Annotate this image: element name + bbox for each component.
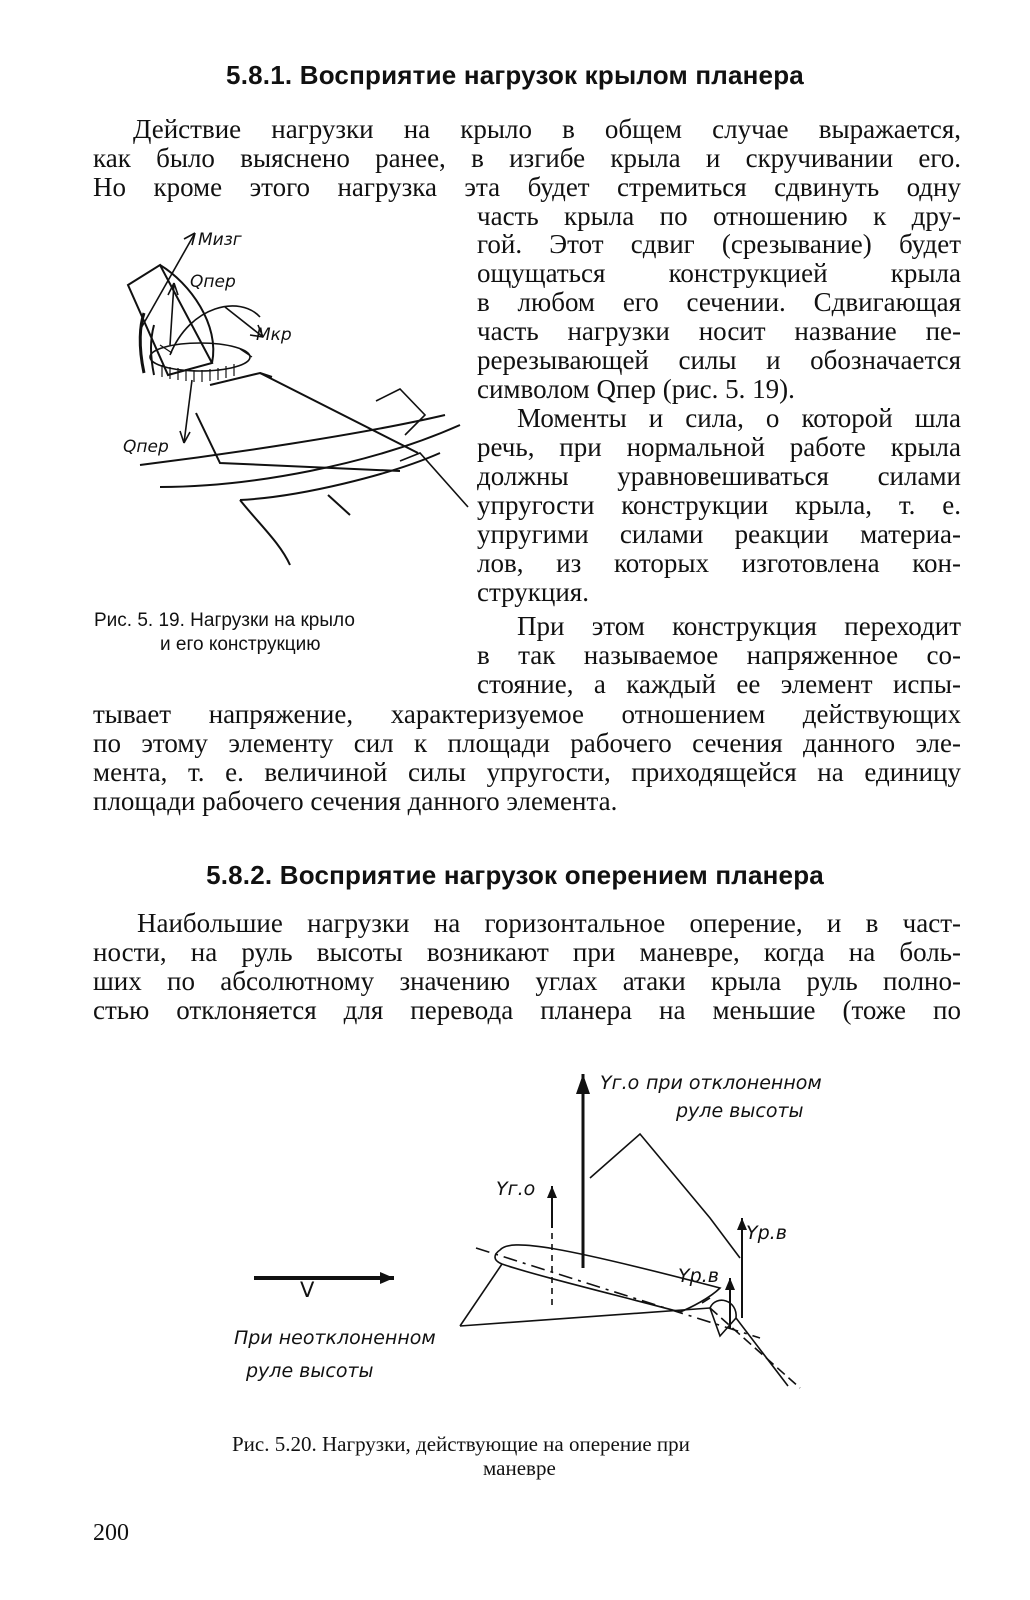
- label-m-kr: Mкр: [256, 325, 292, 345]
- page-number: 200: [93, 1520, 129, 1546]
- elevator: [710, 1300, 736, 1336]
- text-line: часть крыла по отношению к дру-: [477, 201, 961, 231]
- text-line: ререзывающей силы и обозначается: [477, 345, 961, 375]
- label-undeflected-line1: При неотклоненном: [234, 1327, 436, 1349]
- label-v: V: [300, 1278, 315, 1302]
- text-line: тывает напряжение, характеризуемое отношением действующих: [93, 699, 961, 729]
- label-q-per-top: Qпер: [190, 272, 236, 292]
- text-line: в так называемое напряженное со-: [477, 640, 961, 670]
- figure-caption: и его конструкцию: [160, 634, 321, 655]
- figure-caption: Рис. 5.20. Нагрузки, действующие на оперение при: [232, 1432, 690, 1456]
- text-line: упругими силами реакции материа-: [477, 519, 961, 549]
- text-line: речь, при нормальной работе крыла: [477, 432, 961, 462]
- label-m-izg: Mизг: [198, 230, 242, 250]
- text-line: Наибольшие нагрузки на горизонтальное оперение, и в част-: [137, 908, 961, 938]
- label-ygo-deflected: Yг.о: [600, 1072, 640, 1094]
- text-line: мента, т. е. величиной силы упругости, приходящейся на единицу: [93, 757, 961, 787]
- label-deflected-line1: при отклоненном: [646, 1072, 822, 1094]
- label-ygo: Yг.о: [496, 1178, 536, 1200]
- text-line: Моменты и сила, о которой шла: [517, 403, 961, 433]
- label-undeflected-line2: руле высоты: [246, 1360, 374, 1382]
- section-heading-5-8-1: 5.8.1. Восприятие нагрузок крылом планера: [226, 60, 804, 90]
- text-line: должны уравновешиваться силами: [477, 461, 961, 491]
- text-line: площади рабочего сечения данного элемента.: [93, 786, 618, 816]
- section-heading-5-8-2: 5.8.2. Восприятие нагрузок оперением планера: [206, 860, 824, 890]
- text-line: При этом конструкция переходит: [517, 611, 961, 641]
- text-line: ших по абсолютному значению углах атаки крыла руль полно-: [93, 966, 961, 996]
- wing-loads-figure: [100, 225, 470, 595]
- text-line: стояние, а каждый ее элемент испы-: [477, 669, 961, 699]
- text-line: гой. Этот сдвиг (срезывание) будет: [477, 229, 961, 259]
- text-line: струкция.: [477, 577, 589, 607]
- text-line: в любом его сечении. Сдвигающая: [477, 287, 961, 317]
- text-line: упругости конструкции крыла, т. е.: [477, 490, 961, 520]
- text-line: ощущаться конструкцией крыла: [477, 258, 961, 288]
- text-line: как было выяснено ранее, в изгибе крыла и скручивании его.: [93, 143, 961, 173]
- label-q-per-bottom: Qпер: [123, 437, 169, 457]
- text-line: Но кроме этого нагрузка эта будет стремиться сдвинуть одну: [93, 172, 961, 202]
- label-deflected-line2: руле высоты: [676, 1100, 804, 1122]
- text-line: ности, на руль высоты возникают при маневре, когда на боль-: [93, 937, 961, 967]
- text-line: Действие нагрузки на крыло в общем случае выражается,: [133, 114, 961, 144]
- label-yrv-right: Yр.в: [746, 1222, 787, 1244]
- text-line: по этому элементу сил к площади рабочего сечения данного эле-: [93, 728, 961, 758]
- text-line: символом Qпер (рис. 5. 19).: [477, 374, 795, 404]
- text-line: лов, из которых изготовлена кон-: [477, 548, 961, 578]
- figure-caption: Рис. 5. 19. Нагрузки на крыло: [94, 610, 355, 631]
- figure-caption: маневре: [483, 1456, 556, 1480]
- text-line: стью отклоняется для перевода планера на меньшие (тоже по: [93, 995, 961, 1025]
- label-yrv-left: Yр.в: [678, 1265, 719, 1287]
- text-line: часть нагрузки носит название пе-: [477, 316, 961, 346]
